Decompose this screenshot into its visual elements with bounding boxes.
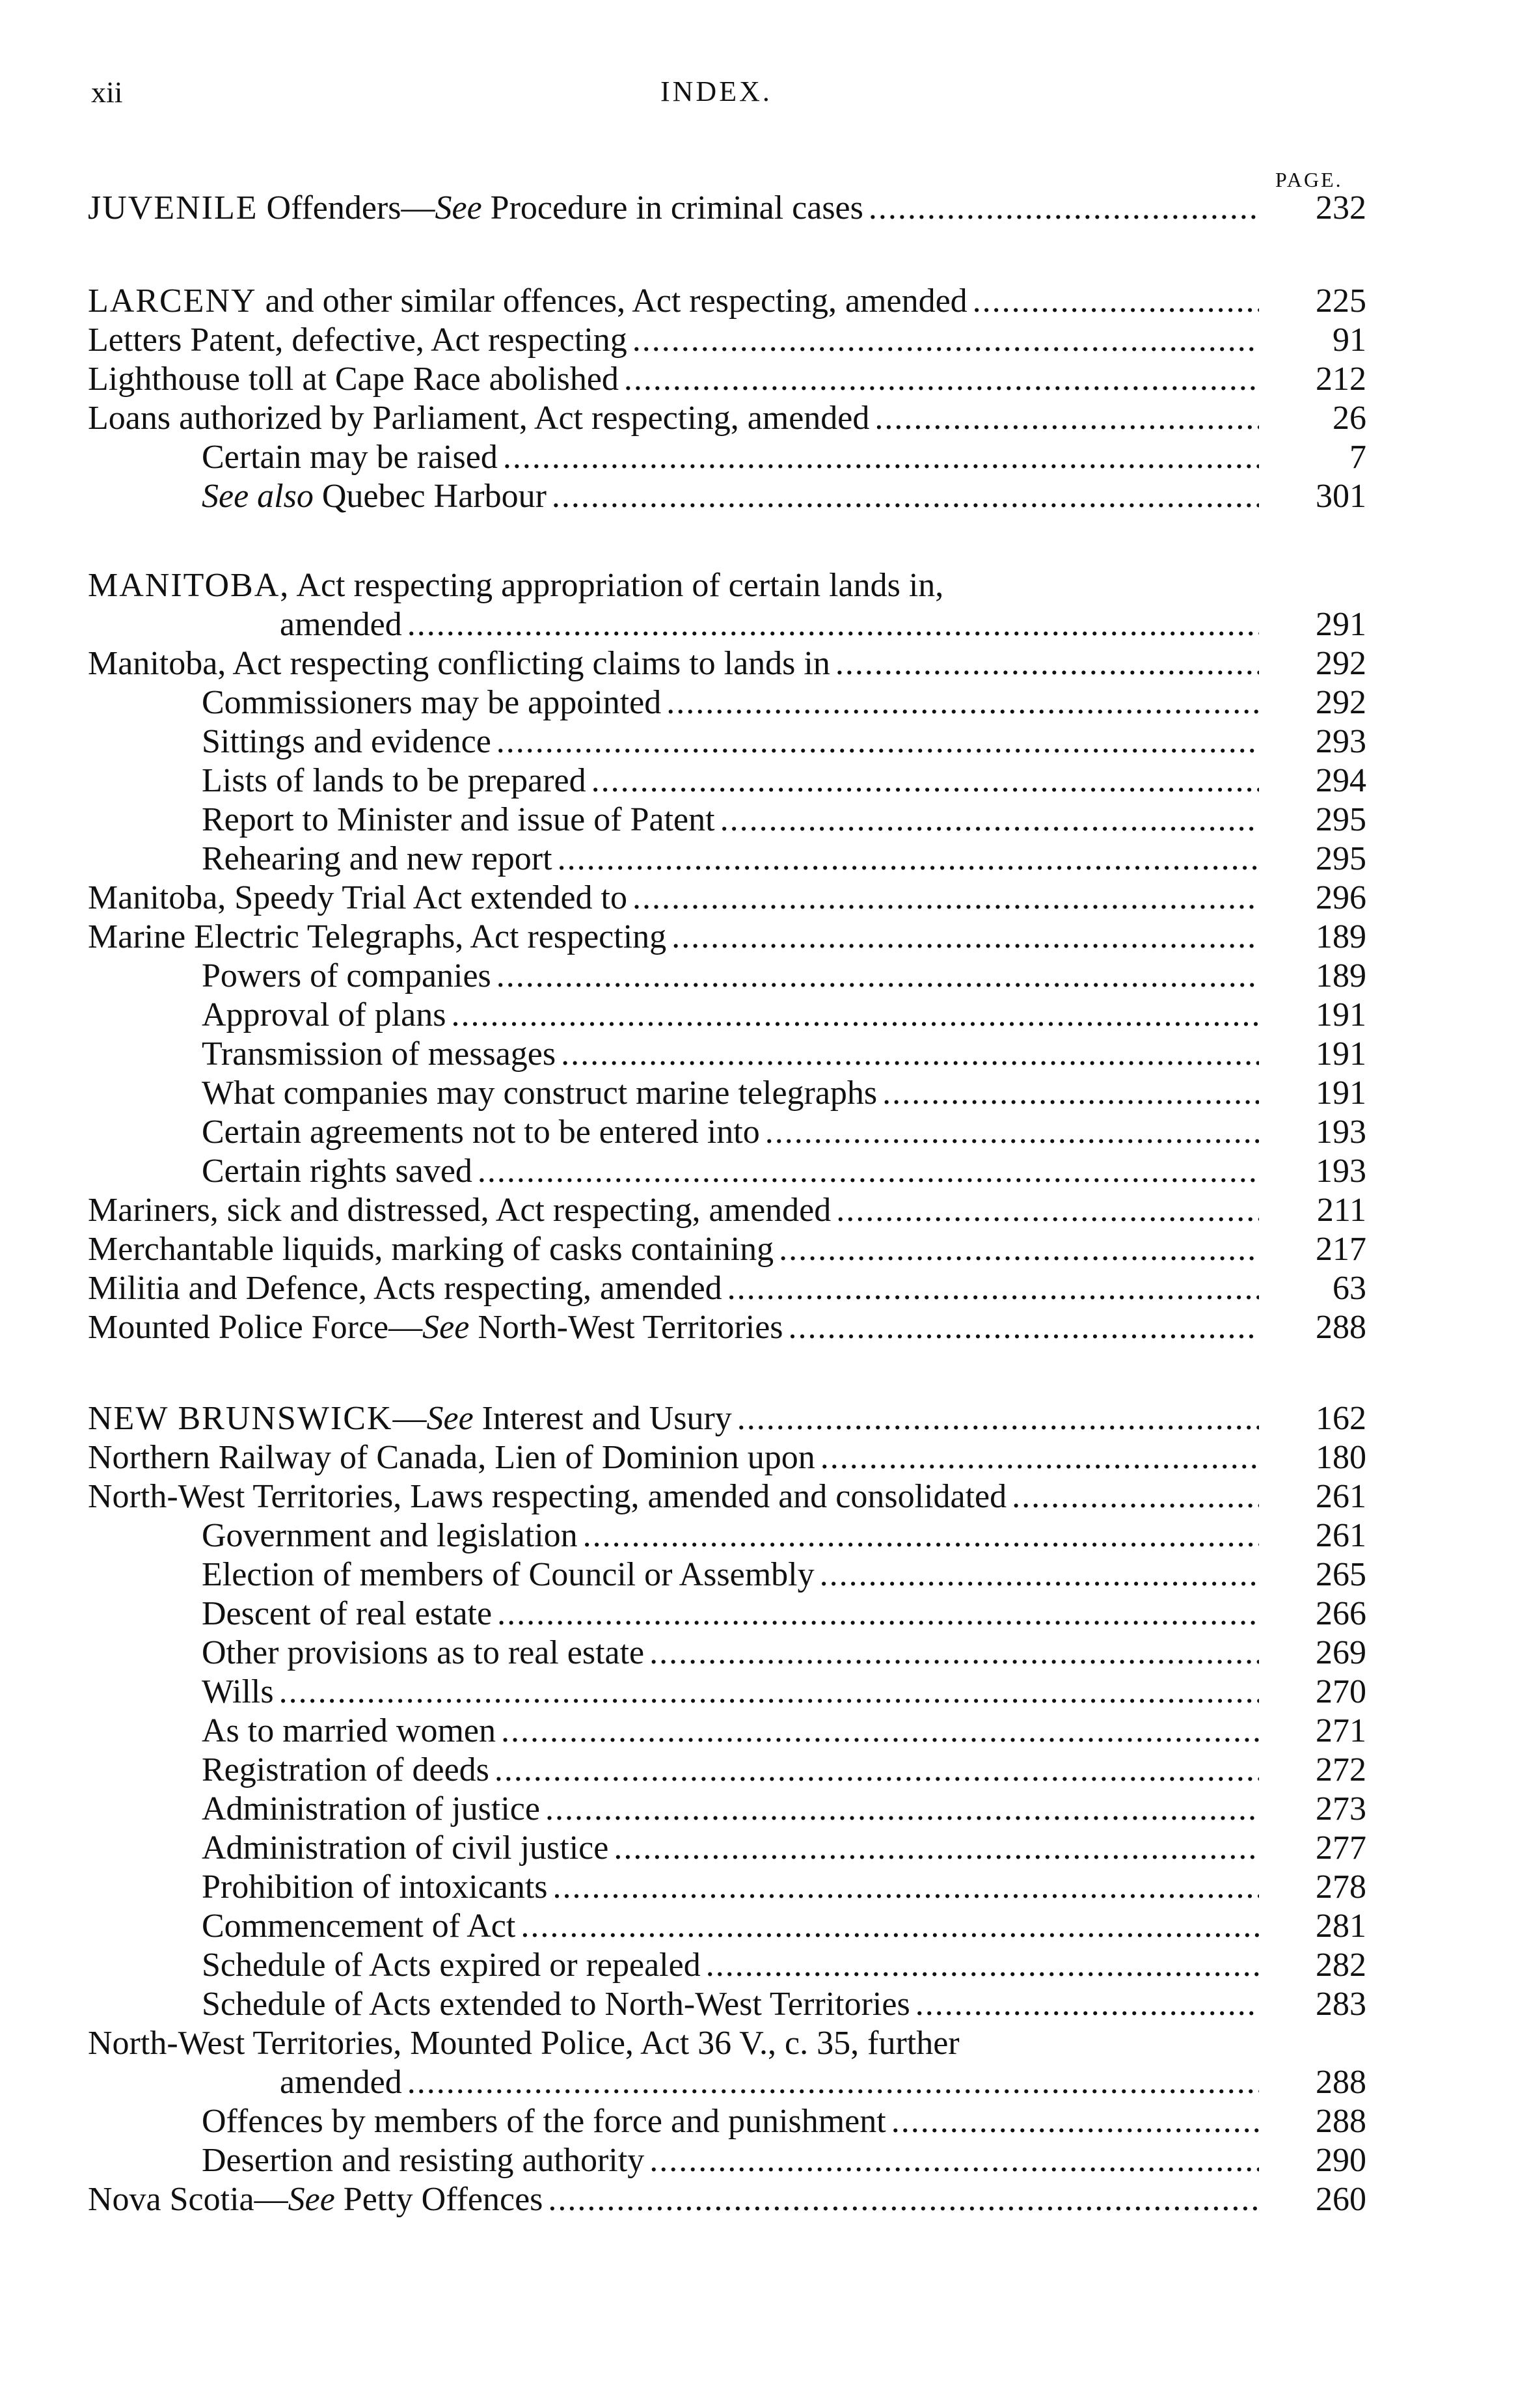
entry-text: Administration of civil justice	[202, 1829, 609, 1867]
index-entry-text	[88, 1269, 1259, 1308]
entry-page-number: 278	[1316, 1868, 1366, 1906]
entry-text: Schedule of Acts expired or repealed	[202, 1947, 701, 1984]
index-entry-text	[202, 1946, 1259, 1985]
index-entry-text	[202, 1555, 1259, 1594]
entry-text: Prohibition of intoxicants	[202, 1868, 548, 1906]
dot-leader	[649, 1634, 1259, 1673]
index-entry-text	[88, 360, 1259, 399]
dot-leader	[558, 840, 1259, 879]
entry-text: Act respecting appropriation of certain lands in,	[290, 567, 944, 604]
dot-leader	[835, 644, 1259, 683]
entry-text: Registration of deeds	[202, 1751, 489, 1788]
index-entry-text	[202, 1634, 1259, 1673]
index-entry	[0, 282, 1516, 321]
index-entry-text	[202, 1907, 1259, 1946]
entry-text: Administration of justice	[202, 1790, 540, 1827]
entry-text: Certain rights saved	[202, 1153, 472, 1190]
index-entry	[0, 918, 1516, 957]
dot-leader	[503, 438, 1259, 477]
entry-page-number: 266	[1316, 1595, 1366, 1632]
entry-text: Rehearing and new report	[202, 840, 552, 877]
index-entry	[0, 399, 1516, 438]
dot-leader	[561, 1035, 1259, 1074]
index-entry-text	[202, 1673, 1259, 1712]
dot-leader	[496, 722, 1259, 761]
dot-leader	[737, 1399, 1259, 1438]
index-entry	[0, 1074, 1516, 1113]
dot-leader	[666, 683, 1259, 722]
dot-leader	[671, 918, 1259, 957]
entry-page-number: 191	[1316, 996, 1366, 1033]
index-entry	[0, 1946, 1516, 1985]
entry-page-number: 217	[1316, 1231, 1366, 1268]
entry-text: Mounted Police Force—	[88, 1309, 423, 1346]
entry-page-number: 232	[1316, 189, 1366, 226]
entry-reference-target: Interest and Usury	[473, 1400, 732, 1437]
entry-text: Wills	[202, 1673, 274, 1710]
index-entry-text	[88, 321, 1259, 360]
dot-leader	[874, 399, 1259, 438]
entry-text: Lighthouse toll at Cape Race abolished	[88, 361, 619, 398]
dot-leader	[973, 282, 1259, 321]
running-head: INDEX.	[660, 75, 772, 107]
dot-leader	[869, 189, 1259, 228]
entry-text: amended	[280, 606, 402, 643]
index-entry	[0, 957, 1516, 996]
entry-text: Government and legislation	[202, 1517, 578, 1554]
entry-page-number: 294	[1316, 762, 1366, 799]
entry-lead-word: LARCENY	[88, 282, 257, 320]
index-entry-text	[88, 399, 1259, 438]
entry-page-number: 295	[1316, 840, 1366, 877]
entry-page-number: 180	[1316, 1439, 1366, 1476]
entry-cross-reference: See	[288, 2181, 335, 2218]
index-entry	[0, 189, 1516, 228]
index-entry-text	[202, 996, 1259, 1035]
dot-leader	[891, 2102, 1259, 2141]
entry-cross-reference: See	[422, 1309, 470, 1346]
entry-page-number: 193	[1316, 1114, 1366, 1151]
index-entry-text	[202, 1152, 1259, 1191]
index-entry-text	[88, 566, 1259, 605]
entry-page-number: 269	[1316, 1634, 1366, 1671]
index-entry	[0, 1152, 1516, 1191]
index-entry	[0, 800, 1516, 840]
index-entry-text	[202, 683, 1259, 722]
entry-cross-reference: See	[435, 189, 482, 226]
index-entry	[0, 996, 1516, 1035]
index-entry-text	[88, 1230, 1259, 1269]
dot-leader	[765, 1113, 1259, 1152]
dot-leader	[779, 1230, 1259, 1269]
index-entry-text	[202, 1751, 1259, 1790]
entry-page-number: 212	[1316, 361, 1366, 398]
entry-text: Merchantable liquids, marking of casks containing	[88, 1231, 774, 1268]
entry-page-number: 271	[1316, 1712, 1366, 1749]
entry-page-number: 225	[1316, 282, 1366, 320]
entry-page-number: 296	[1316, 879, 1366, 916]
index-entry	[0, 1634, 1516, 1673]
index-entry-text	[202, 438, 1259, 477]
entry-page-number: 26	[1333, 400, 1366, 437]
index-entry	[0, 2063, 1516, 2102]
index-entry	[0, 438, 1516, 477]
entry-text: Certain agreements not to be entered into	[202, 1114, 760, 1151]
index-entry-text	[88, 644, 1259, 683]
entry-page-number: 288	[1316, 2064, 1366, 2101]
entry-text: Sittings and evidence	[202, 723, 491, 760]
index-entry-text	[202, 722, 1259, 761]
index-entry-text	[202, 1074, 1259, 1113]
index-entry-text	[202, 800, 1259, 840]
entry-text: Transmission of messages	[202, 1035, 556, 1073]
index-entry-text	[202, 1712, 1259, 1751]
index-entry	[0, 1712, 1516, 1751]
index-entry-text	[88, 2180, 1259, 2219]
entry-page-number: 288	[1316, 2103, 1366, 2140]
entry-text: Manitoba, Act respecting conflicting claims to lands in	[88, 645, 830, 682]
entry-text: Letters Patent, defective, Act respecting	[88, 322, 627, 359]
index-entry-text	[88, 1308, 1259, 1347]
entry-text: What companies may construct marine telegraphs	[202, 1074, 878, 1112]
dot-leader	[407, 2063, 1259, 2102]
index-entry	[0, 644, 1516, 683]
index-entry	[0, 879, 1516, 918]
dot-leader	[624, 360, 1259, 399]
entry-text: amended	[280, 2064, 402, 2101]
dot-leader	[789, 1308, 1259, 1347]
index-entry	[0, 1191, 1516, 1230]
dot-leader	[820, 1555, 1259, 1594]
dot-leader	[706, 1946, 1259, 1985]
dot-leader	[727, 1269, 1259, 1308]
index-entry	[0, 1751, 1516, 1790]
entry-lead-word: NEW BRUNSWICK	[88, 1400, 393, 1437]
index-entry	[0, 1477, 1516, 1516]
index-entry-text	[202, 2141, 1259, 2180]
index-entry	[0, 1829, 1516, 1868]
entry-page-number: 261	[1316, 1478, 1366, 1515]
index-entry	[0, 1230, 1516, 1269]
index-entry-text	[202, 2102, 1259, 2141]
entry-text: Descent of real estate	[202, 1595, 493, 1632]
entry-text: Certain may be raised	[202, 439, 498, 476]
entry-text: Lists of lands to be prepared	[202, 762, 586, 799]
index-entry	[0, 2102, 1516, 2141]
index-entry-text	[202, 477, 1259, 516]
index-entry-text	[202, 1516, 1259, 1555]
entry-page-number: 189	[1316, 918, 1366, 955]
dot-leader	[279, 1673, 1259, 1712]
entry-page-number: 283	[1316, 1986, 1366, 2023]
entry-page-number: 162	[1316, 1400, 1366, 1437]
index-entry	[0, 2180, 1516, 2219]
dot-leader	[836, 1191, 1259, 1230]
entry-text: Election of members of Council or Assembly	[202, 1556, 815, 1593]
entry-page-number: 293	[1316, 723, 1366, 760]
index-entry	[0, 1868, 1516, 1907]
entry-page-number: 295	[1316, 801, 1366, 838]
entry-text: Approval of plans	[202, 996, 446, 1033]
dot-leader	[497, 1594, 1259, 1634]
index-entry-text	[202, 1113, 1259, 1152]
entry-page-number: 260	[1316, 2181, 1366, 2218]
entry-text: Militia and Defence, Acts respecting, amended	[88, 1270, 722, 1307]
index-entry	[0, 1790, 1516, 1829]
dot-leader	[494, 1751, 1259, 1790]
index-entry	[0, 566, 1516, 605]
entry-page-number: 211	[1316, 1192, 1366, 1229]
dot-leader	[451, 996, 1259, 1035]
entry-text: Desertion and resisting authority	[202, 2142, 645, 2179]
dot-leader	[649, 2141, 1259, 2180]
entry-page-number: 292	[1316, 645, 1366, 682]
index-entry	[0, 1035, 1516, 1074]
entry-page-number: 91	[1333, 322, 1366, 359]
entry-page-number: 7	[1349, 439, 1366, 476]
index-entry	[0, 1269, 1516, 1308]
index-entry	[0, 477, 1516, 516]
entry-text: Mariners, sick and distressed, Act respecting, amended	[88, 1192, 832, 1229]
index-entry	[0, 722, 1516, 761]
entry-page-number: 277	[1316, 1829, 1366, 1867]
entry-lead-word: MANITOBA,	[88, 567, 290, 604]
dot-leader	[478, 1152, 1259, 1191]
index-entry-text	[202, 957, 1259, 996]
dot-leader	[882, 1074, 1259, 1113]
entry-page-number: 281	[1316, 1908, 1366, 1945]
index-entry-text	[88, 1477, 1259, 1516]
dot-leader	[632, 879, 1259, 918]
entry-page-number: 191	[1316, 1035, 1366, 1073]
entry-text: Offences by members of the force and punishment	[202, 2103, 886, 2140]
entry-page-number: 272	[1316, 1751, 1366, 1788]
dot-leader	[548, 2180, 1259, 2219]
entry-text: Other provisions as to real estate	[202, 1634, 645, 1671]
entry-page-number: 301	[1316, 478, 1366, 515]
dot-leader	[552, 477, 1259, 516]
entry-text: Marine Electric Telegraphs, Act respecting	[88, 918, 667, 955]
entry-text: Commissioners may be appointed	[202, 684, 662, 721]
dot-leader	[591, 761, 1259, 800]
entry-text: Nova Scotia—	[88, 2181, 288, 2218]
page-column-label: PAGE.	[1275, 168, 1343, 191]
index-entry	[0, 1308, 1516, 1347]
index-entry	[0, 1113, 1516, 1152]
page-number: xii	[91, 75, 123, 109]
index-entry-text	[202, 761, 1259, 800]
entry-text: North-West Territories, Mounted Police, Act 36 V., c. 35, further	[88, 2025, 960, 2062]
entry-page-number: 291	[1316, 606, 1366, 643]
index-entry-text	[280, 2063, 1259, 2102]
entry-page-number: 290	[1316, 2142, 1366, 2179]
entry-reference-target: Quebec Harbour	[313, 478, 547, 515]
entry-text: Offenders—	[258, 189, 435, 226]
index-entry	[0, 1516, 1516, 1555]
entry-page-number: 191	[1316, 1074, 1366, 1112]
index-entry	[0, 840, 1516, 879]
entry-text: Commencement of Act	[202, 1908, 516, 1945]
index-entry	[0, 683, 1516, 722]
index-entry	[0, 761, 1516, 800]
entry-page-number: 270	[1316, 1673, 1366, 1710]
dot-leader	[820, 1438, 1259, 1477]
index-entry	[0, 1673, 1516, 1712]
entry-text: Manitoba, Speedy Trial Act extended to	[88, 879, 628, 916]
entry-lead-word: JUVENILE	[88, 189, 258, 226]
entry-page-number: 273	[1316, 1790, 1366, 1827]
index-entry-text	[88, 282, 1259, 321]
entry-text: Loans authorized by Parliament, Act respecting, amended	[88, 400, 870, 437]
index-entry	[0, 2024, 1516, 2063]
index-entry-text	[88, 1438, 1259, 1477]
index-entry-text	[88, 918, 1259, 957]
entry-page-number: 193	[1316, 1153, 1366, 1190]
dot-leader	[583, 1516, 1259, 1555]
entry-reference-target: North-West Territories	[469, 1309, 783, 1346]
index-entry	[0, 1438, 1516, 1477]
index-entry-text	[202, 1868, 1259, 1907]
dot-leader	[720, 800, 1259, 840]
dot-leader	[407, 605, 1259, 644]
entry-text: Powers of companies	[202, 957, 491, 994]
index-entry-text	[88, 2024, 1259, 2063]
entry-text: —	[392, 1400, 427, 1437]
dot-leader	[496, 957, 1259, 996]
dot-leader	[632, 321, 1259, 360]
index-entry	[0, 1907, 1516, 1946]
dot-leader	[915, 1985, 1259, 2024]
index-entry	[0, 605, 1516, 644]
entry-text: Schedule of Acts extended to North-West Territories	[202, 1986, 910, 2023]
dot-leader	[553, 1868, 1259, 1907]
index-entry	[0, 1399, 1516, 1438]
dot-leader	[521, 1907, 1259, 1946]
index-entry	[0, 1555, 1516, 1594]
entry-reference-target: Petty Offences	[334, 2181, 543, 2218]
entry-text: Northern Railway of Canada, Lien of Dominion upon	[88, 1439, 815, 1476]
entry-text: and other similar offences, Act respecting, amended	[256, 282, 968, 320]
entry-page-number: 282	[1316, 1947, 1366, 1984]
entry-text: As to married women	[202, 1712, 496, 1749]
entry-text: North-West Territories, Laws respecting, amended and consolidated	[88, 1478, 1007, 1515]
index-entry-text	[202, 840, 1259, 879]
dot-leader	[1012, 1477, 1259, 1516]
entry-page-number: 261	[1316, 1517, 1366, 1554]
entry-cross-reference: See also	[202, 478, 314, 515]
index-entry-text	[88, 1191, 1259, 1230]
index-entry	[0, 1985, 1516, 2024]
dot-leader	[545, 1790, 1259, 1829]
entry-reference-target: Procedure in criminal cases	[481, 189, 863, 226]
dot-leader	[501, 1712, 1259, 1751]
index-entry-text	[202, 1985, 1259, 2024]
entry-cross-reference: See	[426, 1400, 474, 1437]
index-entry-text	[202, 1594, 1259, 1634]
index-entry	[0, 360, 1516, 399]
entry-page-number: 288	[1316, 1309, 1366, 1346]
entry-page-number: 265	[1316, 1556, 1366, 1593]
index-entry-text	[88, 189, 1259, 228]
index-entry-text	[202, 1790, 1259, 1829]
entry-page-number: 189	[1316, 957, 1366, 994]
index-entry	[0, 2141, 1516, 2180]
index-entry	[0, 1594, 1516, 1634]
dot-leader	[614, 1829, 1259, 1868]
index-entry-text	[88, 879, 1259, 918]
entry-page-number: 292	[1316, 684, 1366, 721]
index-entry	[0, 321, 1516, 360]
index-entry-text	[88, 1399, 1259, 1438]
index-entry-text	[202, 1829, 1259, 1868]
entry-text: Report to Minister and issue of Patent	[202, 801, 715, 838]
entry-page-number: 63	[1333, 1270, 1366, 1307]
index-entry-text	[202, 1035, 1259, 1074]
index-entry-text	[280, 605, 1259, 644]
